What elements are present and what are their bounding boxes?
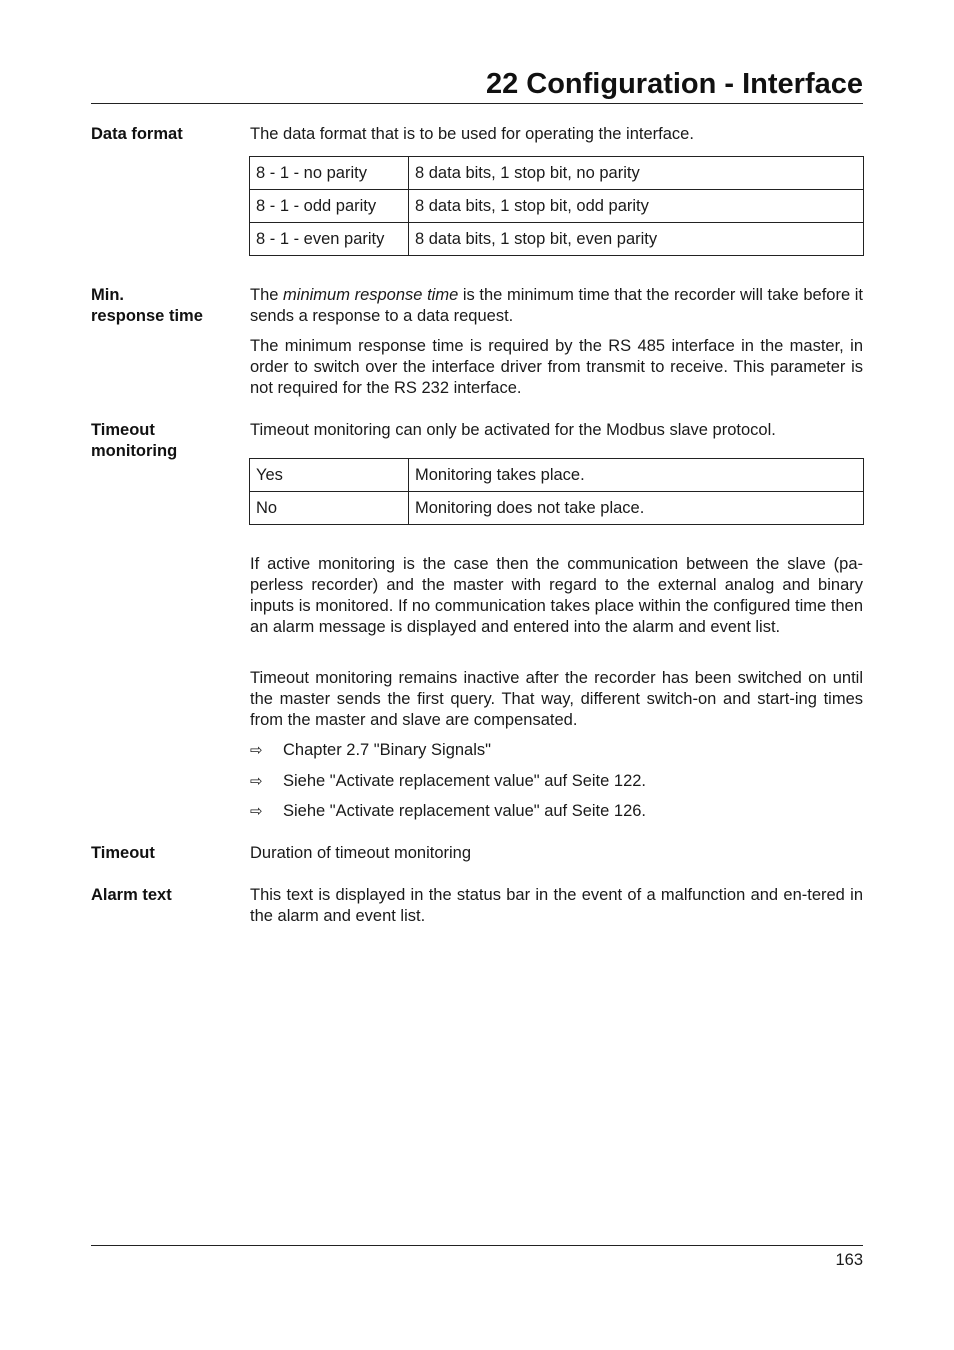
timeout-monitoring-table <box>249 458 864 525</box>
label-line: Timeout <box>91 421 155 439</box>
table-cell: 8 - 1 - even parity <box>250 223 409 256</box>
timeout-monitoring-description: Timeout monitoring can only be activated for the Modbus slave protocol. <box>250 421 776 439</box>
table-cell: 8 data bits, 1 stop bit, no parity <box>409 157 864 190</box>
min-response-time-para1 <box>250 285 863 327</box>
arrow-right-icon: ⇨ <box>250 772 263 790</box>
label-line: response time <box>91 307 203 325</box>
table-row <box>250 492 864 525</box>
table-cell: 8 data bits, 1 stop bit, even parity <box>409 223 864 256</box>
table-cell: 8 data bits, 1 stop bit, odd parity <box>409 190 864 223</box>
text-run: The <box>250 286 284 304</box>
timeout-monitoring-para1: If active monitoring is the case then the communication between the slave (pa-perless recorder) and the master with regard to the external analog and binary inputs is monitored. If no communication takes place within the configured time then an alarm message is displayed and entered into the alarm and event list. <box>250 555 863 636</box>
page-number: 163 <box>835 1251 863 1269</box>
page-title: 22 Configuration - Interface <box>485 68 863 100</box>
table-row <box>250 157 864 190</box>
timeout-label: Timeout <box>91 844 155 862</box>
arrow-right-icon: ⇨ <box>250 802 263 820</box>
table-row <box>250 223 864 256</box>
table-row <box>250 459 864 492</box>
italic-term: minimum response time <box>283 286 459 304</box>
min-response-time-label <box>91 285 241 327</box>
table-row <box>250 190 864 223</box>
cross-reference[interactable] <box>250 771 863 792</box>
footer-rule <box>91 1245 863 1246</box>
arrow-right-icon: ⇨ <box>250 741 263 759</box>
data-format-description: The data format that is to be used for operating the interface. <box>250 125 694 143</box>
header-rule <box>91 103 863 104</box>
timeout-monitoring-para2: Timeout monitoring remains inactive after the recorder has been switched on until the master sends the first query. That way, different switch-on and start-ing times from the master and slave are compensated. <box>250 669 863 729</box>
table-cell: Yes <box>250 459 409 492</box>
cross-reference[interactable] <box>250 801 863 822</box>
timeout-monitoring-label <box>91 420 241 462</box>
cross-reference[interactable] <box>250 740 863 761</box>
table-cell: Monitoring takes place. <box>409 459 864 492</box>
table-cell: No <box>250 492 409 525</box>
table-cell: Monitoring does not take place. <box>409 492 864 525</box>
reference-text: Chapter 2.7 "Binary Signals" <box>283 741 491 759</box>
label-line: Min. <box>91 286 124 304</box>
table-cell: 8 - 1 - no parity <box>250 157 409 190</box>
text-run: is the minimum time that the recorder will take before it sends a response to a data request. <box>250 286 863 325</box>
timeout-description: Duration of timeout monitoring <box>250 844 472 862</box>
alarm-text-label: Alarm text <box>91 886 172 904</box>
label-line: monitoring <box>91 442 178 460</box>
reference-text: Siehe "Activate replacement value" auf Seite 126. <box>283 802 647 820</box>
reference-text: Siehe "Activate replacement value" auf Seite 122. <box>283 772 647 790</box>
data-format-label: Data format <box>91 125 183 143</box>
data-format-table <box>249 156 864 256</box>
min-response-time-para2: The minimum response time is required by the RS 485 interface in the master, in order to switch over the interface driver from transmit to receive. This parameter is not required for the RS 232 interface. <box>250 337 863 397</box>
alarm-text-description: This text is displayed in the status bar in the event of a malfunction and en-tered in the alarm and event list. <box>250 886 863 925</box>
table-cell: 8 - 1 - odd parity <box>250 190 409 223</box>
